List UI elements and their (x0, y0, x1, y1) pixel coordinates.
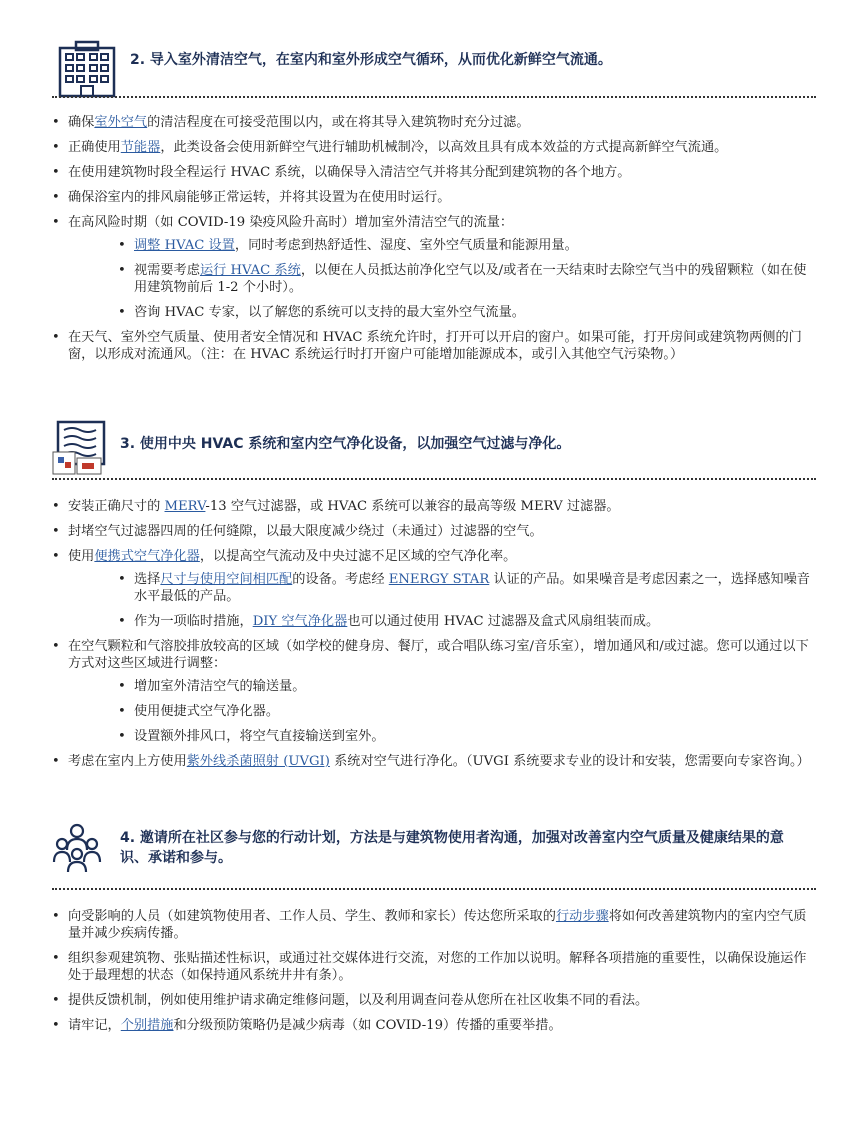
divider (52, 478, 816, 480)
section-3-list (52, 498, 812, 778)
list-item: • 在天气、室外空气质量、使用者安全情况和 HVAC 系统允许时，打开可以开启的窗户。如果可能，打开房间或建筑物两侧的门窗，以形成对流通风。（注：在 HVAC 系统运行时打开窗户可能增加能源成本，或引入其他空气污染物。） (52, 329, 812, 363)
sub-list-item: • 增加室外清洁空气的输送量。 (118, 678, 812, 695)
link-action-steps[interactable]: 行动步骤 (555, 909, 609, 924)
sub-list-item: • 选择尺寸与使用空间相匹配的设备。考虑经 ENERGY STAR 认证的产品。如果噪音是考虑因素之一，选择感知噪音水平最低的产品。 (118, 571, 812, 605)
sub-list-item: • 使用便捷式空气净化器。 (118, 703, 812, 720)
filter-document-icon (52, 420, 108, 476)
link-run-hvac[interactable]: 运行 HVAC 系统 (199, 263, 301, 278)
link-merv[interactable]: MERV (164, 499, 206, 514)
community-people-icon (52, 822, 102, 874)
divider (52, 888, 816, 890)
list-item: • 确保室外空气的清洁程度在可接受范围以内，或在将其导入建筑物时充分过滤。 (52, 114, 812, 131)
sub-list (68, 571, 812, 630)
sub-list-item: • 调整 HVAC 设置，同时考虑到热舒适性、湿度、室外空气质量和能源用量。 (118, 237, 812, 254)
sub-list (68, 237, 812, 321)
list-item: • 考虑在室内上方使用紫外线杀菌照射 (UVGI) 系统对空气进行净化。（UVGI 系统要求专业的设计和安装，您需要向专家咨询。） (52, 753, 812, 770)
sub-list-item: • 咨询 HVAC 专家，以了解您的系统可以支持的最大室外空气流量。 (118, 304, 812, 321)
section-2-list (52, 114, 812, 371)
list-item: • 请牢记，个别措施和分级预防策略仍是减少病毒（如 COVID-19）传播的重要举措。 (52, 1017, 812, 1034)
link-uvgi[interactable]: 紫外线杀菌照射 (UVGI) (186, 754, 330, 769)
link-economizer[interactable]: 节能器 (120, 140, 161, 155)
list-item: • 封堵空气过滤器四周的任何缝隙，以最大限度减少绕过（未通过）过滤器的空气。 (52, 523, 812, 540)
sub-list-item: • 视需要考虑运行 HVAC 系统，以便在人员抵达前净化空气以及/或者在一天结束时去除空气当中的残留颗粒（如在使用建筑物前后 1-2 个小时）。 (118, 262, 812, 296)
link-outdoor-air[interactable]: 室外空气 (94, 115, 148, 130)
section-3-title: 3. 使用中央 HVAC 系统和室内空气净化设备，以加强空气过滤与净化。 (120, 436, 571, 452)
sub-list-item: • 作为一项临时措施，DIY 空气净化器也可以通过使用 HVAC 过滤器及盒式风扇组装而成。 (118, 613, 812, 630)
section-4-list (52, 908, 812, 1042)
link-portable-purifier[interactable]: 便携式空气净化器 (94, 549, 200, 564)
link-diy-purifier[interactable]: DIY 空气净化器 (252, 614, 348, 629)
sub-list-item: • 设置额外排风口，将空气直接输送到室外。 (118, 728, 812, 745)
divider (52, 96, 816, 98)
list-item: • 确保浴室内的排风扇能够正常运转，并将其设置为在使用时运行。 (52, 189, 812, 206)
list-item: • 提供反馈机制，例如使用维护请求确定维修问题，以及利用调查问卷从您所在社区收集不同的看法。 (52, 992, 812, 1009)
list-item: • 在使用建筑物时段全程运行 HVAC 系统，以确保导入清洁空气并将其分配到建筑物的各个地方。 (52, 164, 812, 181)
link-individual-measures[interactable]: 个别措施 (120, 1018, 174, 1033)
building-icon (58, 40, 116, 98)
list-item: • 组织参观建筑物、张贴描述性标识，或通过社交媒体进行交流，对您的工作加以说明。解释各项措施的重要性，以确保设施运作处于最理想的状态（如保持通风系统井井有条）。 (52, 950, 812, 984)
section-2-title: 2. 导入室外清洁空气，在室内和室外形成空气循环，从而优化新鲜空气流通。 (130, 52, 612, 68)
list-item: • 使用便携式空气净化器，以提高空气流动及中央过滤不足区域的空气净化率。 • 选择尺寸与使用空间相匹配的设备。考虑经 ENERGY STAR 认证的产品。如果噪音是考虑因素之一，选择感知噪音水平最低的产品。 • 作为一项临时措施，DIY 空气净化器也可以通过使用 HVAC 过滤器及盒式风扇组装而成。 (52, 548, 812, 630)
section-4-title: 4. 邀请所在社区参与您的行动计划，方法是与建筑物使用者沟通，加强对改善室内空气质量及健康结果的意识、承诺和参与。 (120, 830, 784, 866)
list-item: • 在空气颗粒和气溶胶排放较高的区域（如学校的健身房、餐厅，或合唱队练习室/音乐室），增加通风和/或过滤。您可以通过以下方式对这些区域进行调整： • 增加室外清洁空气的输送量。 • 使用便捷式空气净化器。 • 设置额外排风口，将空气直接输送到室外。 (52, 638, 812, 745)
link-size-match[interactable]: 尺寸与使用空间相匹配 (160, 572, 293, 587)
list-item: • 向受影响的人员（如建筑物使用者、工作人员、学生、教师和家长）传达您所采取的行动步骤将如何改善建筑物内的室内空气质量并减少疾病传播。 (52, 908, 812, 942)
link-adjust-hvac[interactable]: 调整 HVAC 设置 (134, 238, 235, 253)
list-item: • 在高风险时期（如 COVID-19 染疫风险升高时）增加室外清洁空气的流量： • 调整 HVAC 设置，同时考虑到热舒适性、湿度、室外空气质量和能源用量。 • 视需要考虑运行 HVAC 系统，以便在人员抵达前净化空气以及/或者在一天结束时去除空气当中的残留颗粒（如在使用建筑物前后 1-2 个小时）。 • 咨询 HVAC 专家，以了解您的系统可以支持的最大室外空气流量。 (52, 214, 812, 321)
list-item: • 正确使用节能器，此类设备会使用新鲜空气进行辅助机械制冷，以高效且具有成本效益的方式提高新鲜空气流通。 (52, 139, 812, 156)
link-energy-star[interactable]: ENERGY STAR (388, 572, 490, 587)
sub-list (68, 678, 812, 745)
list-item: • 安装正确尺寸的 MERV-13 空气过滤器，或 HVAC 系统可以兼容的最高等级 MERV 过滤器。 (52, 498, 812, 515)
